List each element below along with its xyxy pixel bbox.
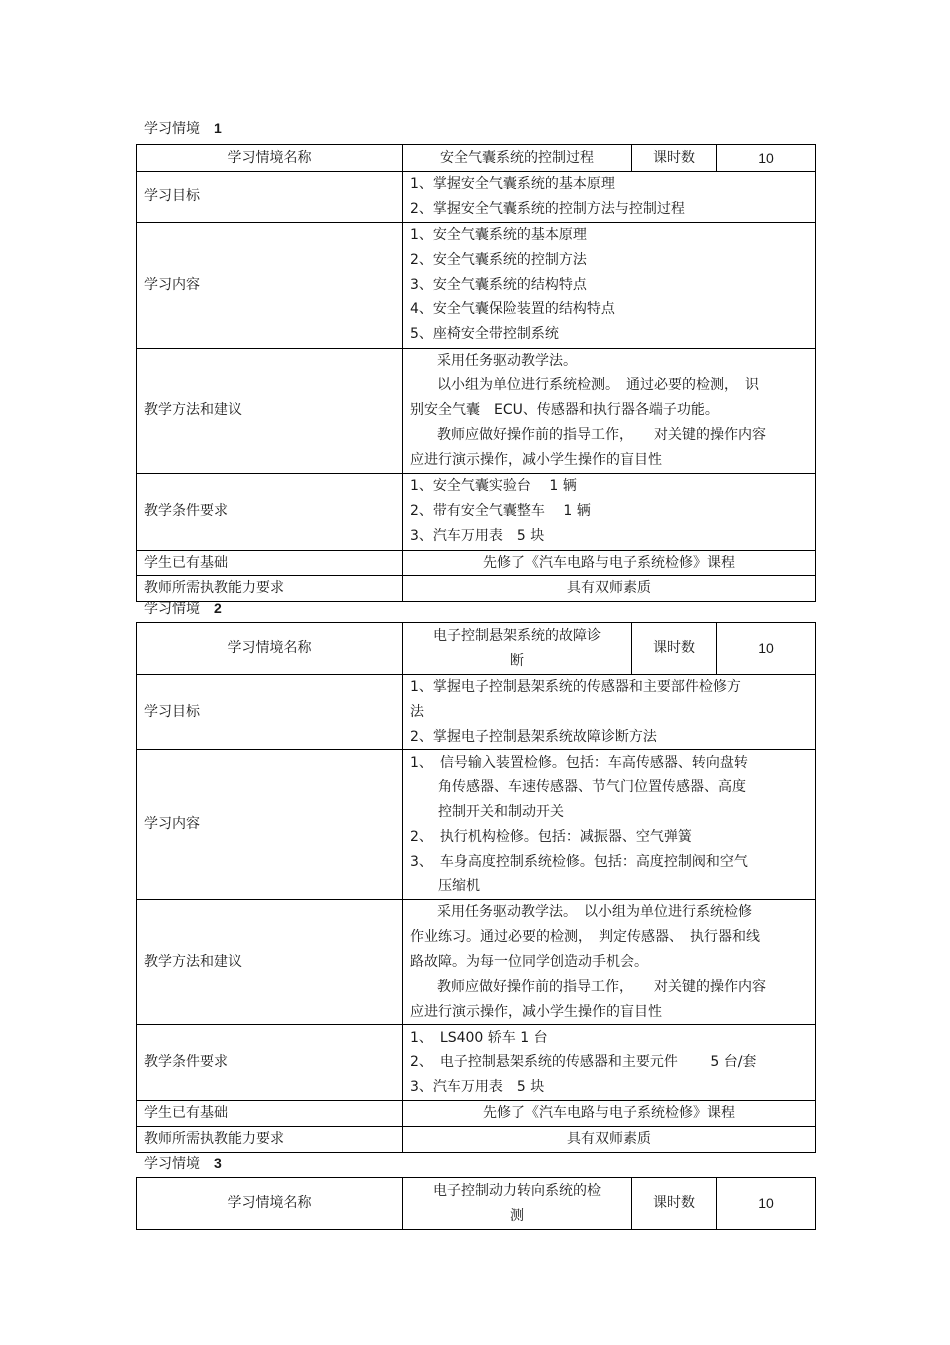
- content-line: 1、 信号输入装置检修。包括：车高传感器、转向盘转: [410, 754, 748, 771]
- content-line: 3、汽车万用表 5 块: [410, 1079, 545, 1096]
- content-line: 路故障。为每一位同学创造动手机会。: [410, 953, 648, 970]
- section-heading-label: 学习情境: [144, 601, 200, 617]
- section-table-3: [136, 1177, 816, 1230]
- table-row-content: [137, 750, 816, 900]
- row-content: [403, 222, 816, 348]
- section-heading-label: 学习情境: [144, 1156, 200, 1172]
- table-row-name: [137, 623, 816, 675]
- section-heading-2: [144, 599, 222, 618]
- hours-value-cell: 10: [717, 145, 816, 172]
- name-value-line: 电子控制悬架系统的故障诊: [433, 627, 601, 644]
- row-label: 教师所需执教能力要求: [137, 576, 403, 602]
- row-label: 学生已有基础: [137, 550, 403, 576]
- table-row-goals: [137, 675, 816, 750]
- row-content: [403, 1025, 816, 1101]
- section-heading-label: 学习情境: [144, 121, 200, 137]
- section-heading-1: [144, 119, 222, 138]
- row-content: [403, 750, 816, 900]
- row-content: [403, 473, 816, 550]
- section-number: 3: [214, 1155, 222, 1171]
- content-line: 3、安全气囊系统的结构特点: [410, 276, 587, 293]
- hours-value-cell: 10: [717, 1178, 816, 1230]
- content-line: 教师应做好操作前的指导工作， 对关键的操作内容: [437, 426, 766, 443]
- name-value-line: 安全气囊系统的控制过程: [440, 149, 594, 166]
- content-line: 1、安全气囊系统的基本原理: [410, 227, 587, 244]
- content-line: 3、汽车万用表 5 块: [410, 527, 545, 544]
- row-content: [403, 172, 816, 223]
- content-line: 采用任务驱动教学法。: [437, 352, 577, 369]
- table-row-name: [137, 145, 816, 172]
- row-label: 学习目标: [137, 172, 403, 223]
- row-content: [403, 900, 816, 1025]
- content-line: 压缩机: [438, 878, 480, 895]
- content-line: 1、安全气囊实验台 1 辆: [410, 478, 577, 495]
- row-label: 学习目标: [137, 675, 403, 750]
- table-row-goals: [137, 172, 816, 223]
- table-row-method: [137, 348, 816, 473]
- section-table-2: [136, 622, 816, 1153]
- content-line: 角传感器、车速传感器、节气门位置传感器、高度: [438, 779, 746, 796]
- content-line: 教师应做好操作前的指导工作， 对关键的操作内容: [437, 978, 766, 995]
- table-row-teacher: [137, 576, 816, 602]
- name-value-cell: [403, 145, 632, 172]
- content-line: 以小组为单位进行系统检测。 通过必要的检测， 识: [437, 377, 759, 394]
- content-line: 4、安全气囊保险装置的结构特点: [410, 301, 615, 318]
- content-line: 5、座椅安全带控制系统: [410, 326, 559, 343]
- row-label: 学习内容: [137, 222, 403, 348]
- table-row-foundation: [137, 550, 816, 576]
- hours-label-cell: 课时数: [632, 145, 717, 172]
- row-label: 教师所需执教能力要求: [137, 1127, 403, 1153]
- row-label: 教学方法和建议: [137, 900, 403, 1025]
- content-line: 2、带有安全气囊整车 1 辆: [410, 503, 591, 520]
- row-content: 先修了《汽车电路与电子系统检修》课程: [403, 550, 816, 576]
- table-row-conditions: [137, 473, 816, 550]
- row-content: [403, 675, 816, 750]
- content-line: 2、掌握安全气囊系统的控制方法与控制过程: [410, 200, 685, 217]
- table-row-foundation: [137, 1101, 816, 1127]
- name-label-cell: 学习情境名称: [137, 1178, 403, 1230]
- section-number: 2: [214, 600, 222, 616]
- name-label-cell: 学习情境名称: [137, 623, 403, 675]
- row-label: 教学条件要求: [137, 473, 403, 550]
- content-line: 2、安全气囊系统的控制方法: [410, 251, 587, 268]
- content-line: 1、掌握安全气囊系统的基本原理: [410, 176, 615, 192]
- table-row-method: [137, 900, 816, 1025]
- content-line: 1、掌握电子控制悬架系统的传感器和主要部件检修方: [410, 679, 741, 695]
- hours-label-cell: 课时数: [632, 1178, 717, 1230]
- name-label-cell: 学习情境名称: [137, 145, 403, 172]
- row-content: 先修了《汽车电路与电子系统检修》课程: [403, 1101, 816, 1127]
- name-value-line: 电子控制动力转向系统的检: [433, 1182, 601, 1199]
- name-value-cell: [403, 623, 632, 675]
- row-label: 学生已有基础: [137, 1101, 403, 1127]
- table-row-teacher: [137, 1127, 816, 1153]
- content-line: 2、 执行机构检修。包括：减振器、空气弹簧: [410, 828, 692, 845]
- content-line: 作业练习。通过必要的检测， 判定传感器、 执行器和线: [410, 929, 760, 946]
- row-content: 具有双师素质: [403, 1127, 816, 1153]
- hours-value-cell: 10: [717, 623, 816, 675]
- table-row-name: [137, 1178, 816, 1230]
- content-line: 控制开关和制动开关: [438, 804, 564, 821]
- row-content: [403, 348, 816, 473]
- content-line: 法: [410, 703, 424, 720]
- content-line: 2、掌握电子控制悬架系统故障诊断方法: [410, 728, 657, 745]
- name-value-line: 断: [510, 652, 524, 669]
- content-line: 应进行演示操作，减小学生操作的盲目性: [410, 1003, 662, 1020]
- section-number: 1: [214, 120, 222, 136]
- row-label: 教学方法和建议: [137, 348, 403, 473]
- row-label: 教学条件要求: [137, 1025, 403, 1101]
- content-line: 别安全气囊 ECU、传感器和执行器各端子功能。: [410, 402, 719, 419]
- content-line: 1、 LS400 轿车 1 台: [410, 1029, 548, 1046]
- row-label: 学习内容: [137, 750, 403, 900]
- section-table-1: [136, 144, 816, 602]
- content-line: 应进行演示操作，减小学生操作的盲目性: [410, 451, 662, 468]
- section-heading-3: [144, 1154, 222, 1173]
- content-line: 采用任务驱动教学法。 以小组为单位进行系统检修: [437, 904, 752, 921]
- content-line: 3、 车身高度控制系统检修。包括：高度控制阀和空气: [410, 853, 748, 870]
- name-value-line: 测: [510, 1207, 524, 1224]
- name-value-cell: [403, 1178, 632, 1230]
- table-row-conditions: [137, 1025, 816, 1101]
- hours-label-cell: 课时数: [632, 623, 717, 675]
- table-row-content: [137, 222, 816, 348]
- row-content: 具有双师素质: [403, 576, 816, 602]
- content-line: 2、 电子控制悬架系统的传感器和主要元件 5 台/套: [410, 1054, 757, 1071]
